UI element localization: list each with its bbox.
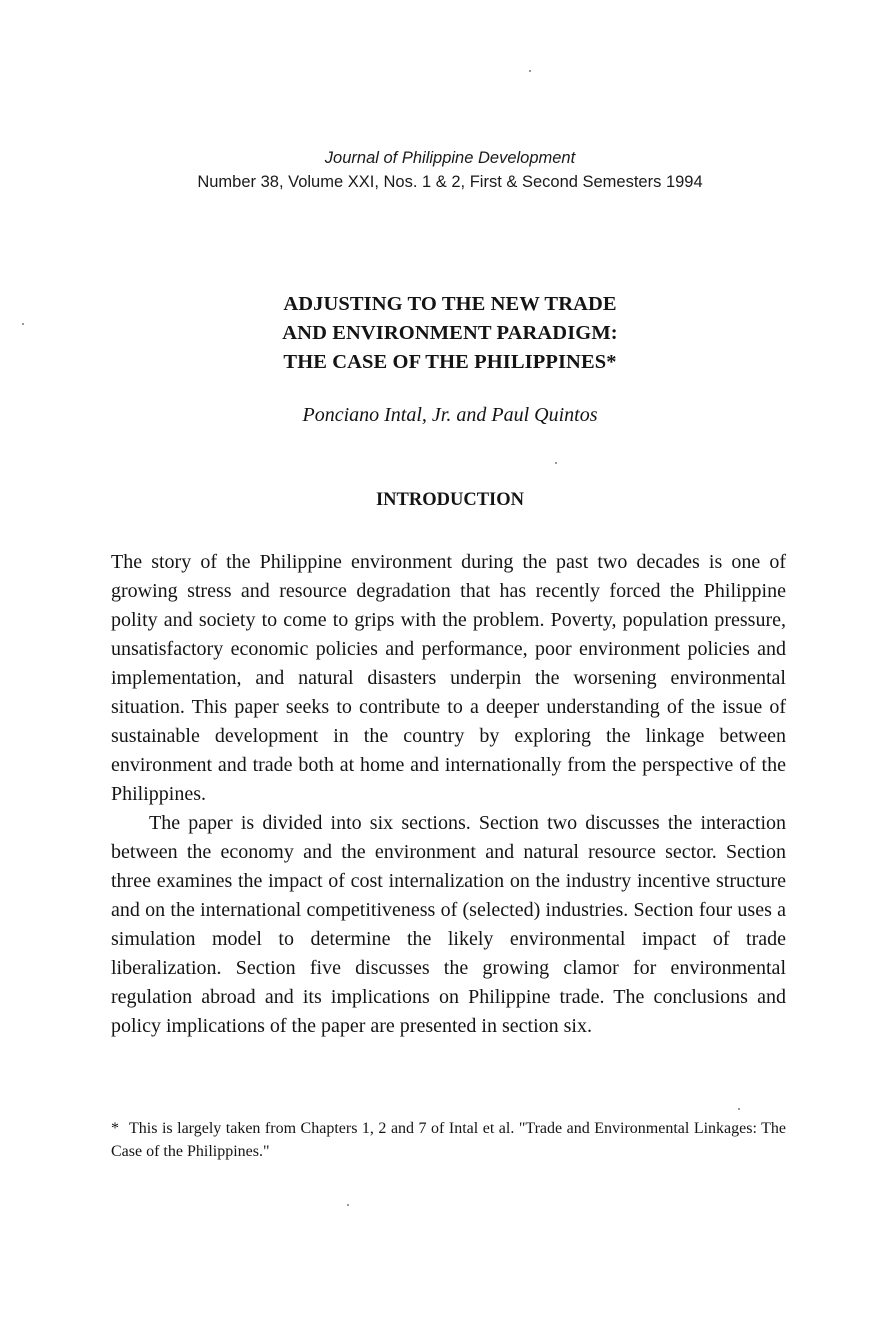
title-line-3: THE CASE OF THE PHILIPPINES*: [283, 351, 617, 373]
footnote-text: This is largely taken from Chapters 1, 2 and 7 of Intal et al. "Trade and Environmental Linkages: The Case of the Philippines.": [111, 1120, 786, 1160]
article-authors: Ponciano Intal, Jr. and Paul Quintos: [302, 404, 598, 426]
scan-speck: [347, 1204, 349, 1206]
body-text: [111, 548, 786, 1041]
footnote: [111, 1117, 786, 1163]
journal-name: Journal of Philippine Development: [324, 149, 576, 167]
scan-speck: [738, 1108, 740, 1110]
paragraph-1: The story of the Philippine environment during the past two decades is one of growing stress and resource degradation that has recently forced the Philippine polity and society to come to grips with the problem. Poverty, population pressure, unsatisfactory economic policies and performance, poor environment policies and implementation, and natural disasters underpin the worsening environmental situation. This paper seeks to contribute to a deeper understanding of the issue of sustainable development in the country by exploring the linkage between environment and trade both at home and internationally from the perspective of the Philippines.: [111, 551, 786, 805]
journal-issue: Number 38, Volume XXI, Nos. 1 & 2, First & Second Semesters 1994: [197, 173, 703, 191]
scan-speck: [22, 323, 24, 325]
section-heading: INTRODUCTION: [375, 490, 525, 510]
paragraph-2: The paper is divided into six sections. Section two discusses the interaction between the economy and the environment and natural resource sector. Section three examines the impact of cost internalization on the industry incentive structure and on the international competitiveness of (selected) industries. Section four uses a simulation model to determine the likely environmental impact of trade liberalization. Section five discusses the growing clamor for environmental regulation abroad and its implications on Philippine trade. The conclusions and policy implications of the paper are presented in section six.: [111, 812, 786, 1037]
title-line-1: ADJUSTING TO THE NEW TRADE: [283, 293, 617, 315]
title-line-2: AND ENVIRONMENT PARADIGM:: [282, 322, 618, 344]
journal-header: [0, 146, 888, 194]
scan-speck: [529, 70, 531, 72]
article-title: [0, 290, 888, 377]
scan-speck: [555, 462, 557, 464]
footnote-marker: *: [111, 1120, 119, 1137]
